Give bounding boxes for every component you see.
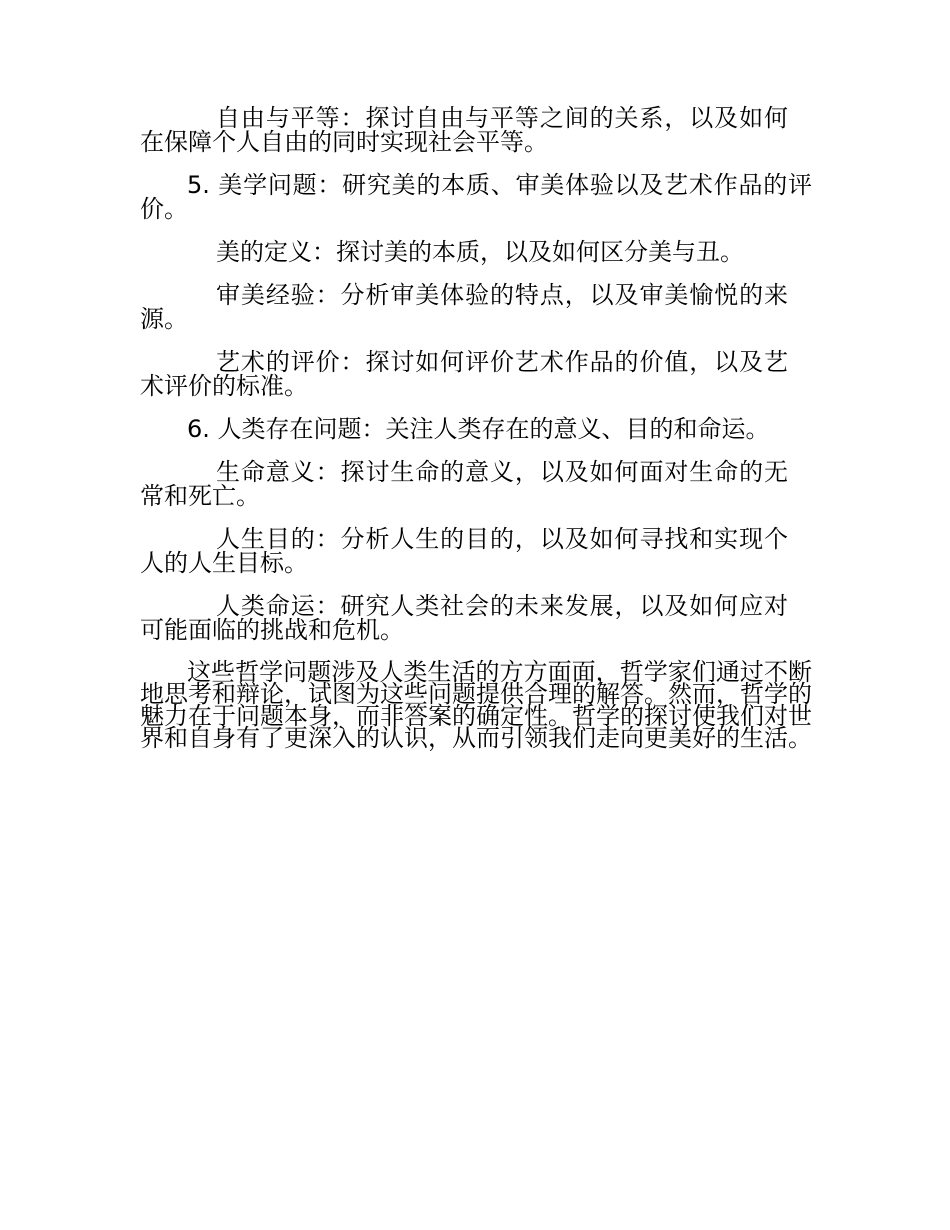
paragraph-beauty-definition: 美的定义：探讨美的本质，以及如何区分美与丑。 (216, 238, 744, 266)
paragraph-aesthetics-heading: 5. 美学问题：研究美的本质、审美体验以及艺术作品的评价。 (140, 171, 812, 223)
paragraph-purpose-of-life: 人生目的：分析人生的目的，以及如何寻找和实现个人的人生目标。 (140, 525, 788, 577)
paragraph-conclusion: 这些哲学问题涉及人类生活的方方面面，哲学家们通过不断地思考和辩论，试图为这些问题提供合理的解答。然而，哲学的魅力在于问题本身，而非答案的确定性。哲学的探讨使我们对世界和自身有了更深入的认识，从而引领我们走向更美好的生活。 (140, 658, 812, 752)
paragraph-aesthetic-experience: 审美经验：分析审美体验的特点，以及审美愉悦的来源。 (140, 281, 788, 333)
paragraph-human-destiny: 人类命运：研究人类社会的未来发展，以及如何应对可能面临的挑战和危机。 (140, 592, 788, 644)
paragraph-art-evaluation: 艺术的评价：探讨如何评价艺术作品的价值，以及艺术评价的标准。 (140, 348, 788, 400)
paragraph-existence-heading: 6. 人类存在问题：关注人类存在的意义、目的和命运。 (187, 415, 770, 443)
paragraph-freedom-equality: 自由与平等：探讨自由与平等之间的关系，以及如何在保障个人自由的同时实现社会平等。 (140, 104, 788, 156)
document-body (140, 104, 812, 752)
paragraph-meaning-of-life: 生命意义：探讨生命的意义，以及如何面对生命的无常和死亡。 (140, 458, 788, 510)
